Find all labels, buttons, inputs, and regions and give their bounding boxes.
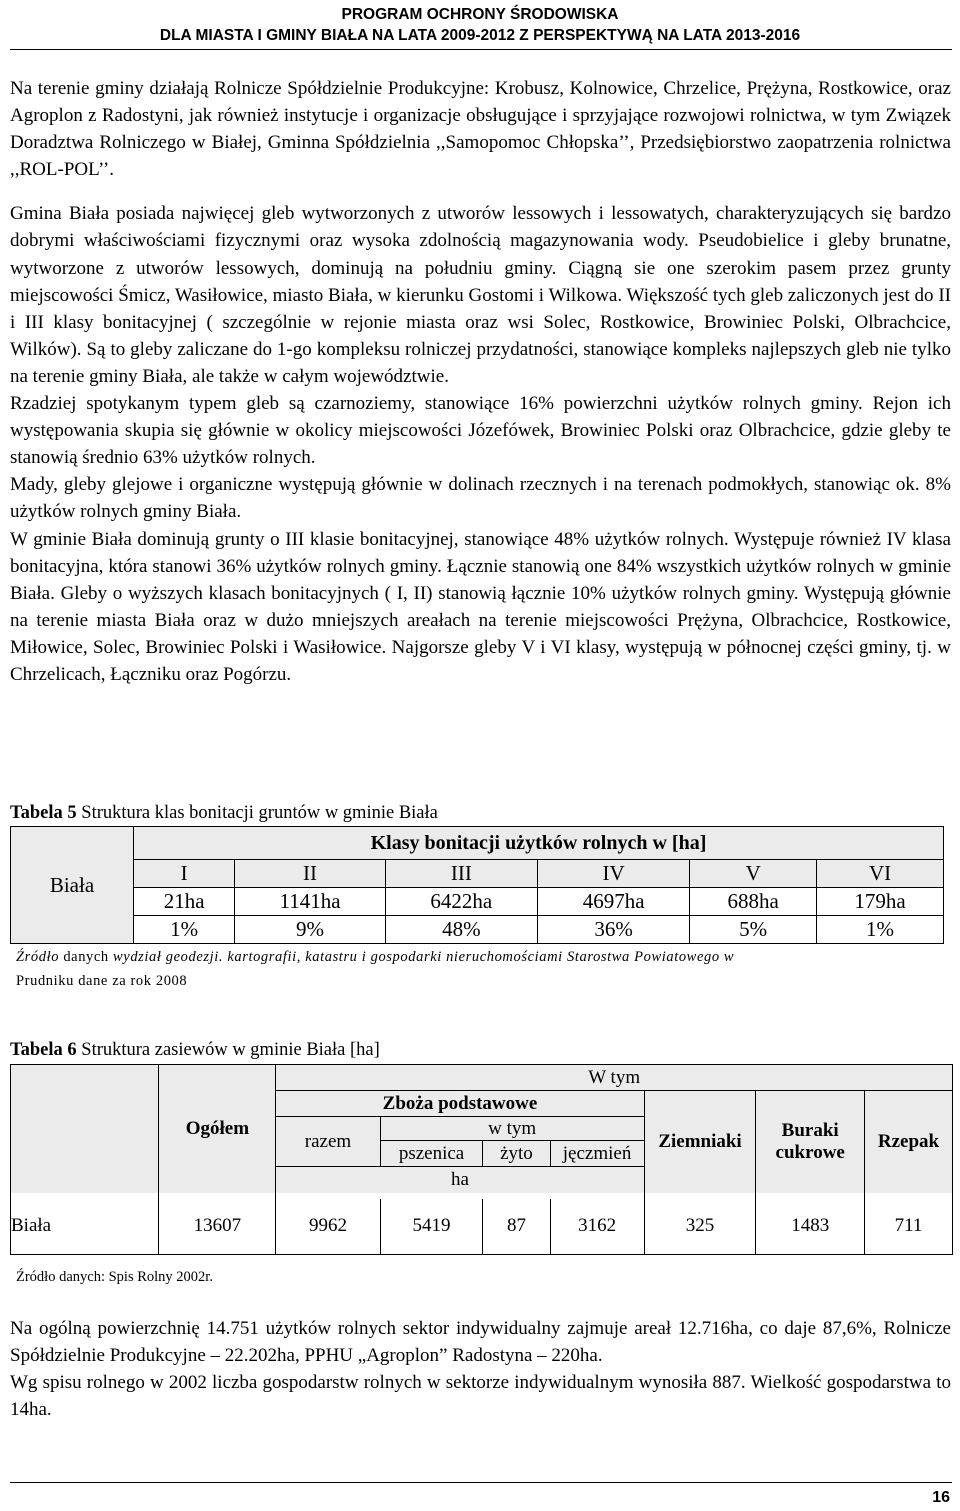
table5-hectare-cell: 4697ha (537, 888, 689, 916)
table5-soil-classes (10, 826, 944, 944)
table6-total-header: Ogółem (159, 1065, 276, 1193)
table6-in-which-header: w tym (380, 1117, 644, 1141)
table5-percent-cell: 9% (235, 916, 385, 944)
table5-caption-number: Tabela 5 (10, 803, 77, 823)
page-header (0, 4, 960, 46)
table6-value-total: 13607 (159, 1199, 276, 1255)
paragraph-2: Gmina Biała posiada najwięcej gleb wytworzonych z utworów lessowych i lessowatych, charakteryzujących się bardzo dobrymi właściwościami fizycznymi oraz wysoka zdolnością magazynowania wody. Pseudobielice i gleby brunatne, wytworzone z utworów lessowych, dominują na południu gminy. Ciągną sie one szerokim pasem przez grunty miejscowości Śmicz, Wasiłowice, miasto Biała, w kierunku Gostomi i Wilkowa. Większość tych gleb zaliczonych jest do II i III klasy bonitacyjnej ( szczególnie w rejonie miasta oraz wsi Solec, Rostkowice, Browiniec Polski, Olbrachcice, Wilków). Są to gleby zaliczane do 1-go kompleksu rolniczej przydatności, stanowiące kompleks najlepszych gleb nie tylko na terenie gminy Biała, ale także w całym województwie. (10, 203, 951, 387)
table6-value-barley: 3162 (550, 1199, 644, 1255)
table6-caption-number: Tabela 6 (10, 1040, 77, 1060)
table5-percent-cell: 1% (817, 916, 944, 944)
footer-divider (10, 1482, 952, 1483)
table6-rapeseed-header: Rzepak (864, 1091, 952, 1193)
table5-percent-cell: 5% (690, 916, 817, 944)
table5-class-cell: V (690, 860, 817, 888)
header-subtitle: DLA MIASTA I GMINY BIAŁA NA LATA 2009-2012 Z PERSPEKTYWĄ NA LATA 2013-2016 (159, 27, 801, 44)
table6-rye-header: żyto (483, 1141, 550, 1167)
table5-source-line2: Prudniku dane za rok 2008 (16, 973, 188, 989)
table6-data-row (11, 1199, 953, 1255)
table5-source-label: danych (63, 949, 114, 965)
table6-w-tym-header: W tym (276, 1065, 953, 1091)
table6-value-potatoes: 325 (644, 1199, 756, 1255)
body-text (10, 75, 951, 688)
table6-crop-structure (10, 1064, 953, 1255)
table5-source-text: wydział geodezji. kartografii, katastru i gospodarki nieruchomościami Starostwa Powiatowego w (113, 949, 735, 965)
table5-source (16, 945, 950, 993)
page-number: 16 (932, 1489, 950, 1506)
table6-wheat-header: pszenica (380, 1141, 483, 1167)
paragraph-1: Na terenie gminy działają Rolnicze Spółdzielnie Produkcyjne: Krobusz, Kolnowice, Chrzelice, Prężyna, Rostkowice, oraz Agroplon z Radostyni, jak również instytucje i organizacje obsługujące i sprzyjające rozwojowi rolnictwa, w tym Związek Doradztwa Rolniczego w Białej, Gminna Spółdzielnia ,,Samopomoc Chłopska’’, Przedsiębiorstwo zaopatrzenia rolnictwa ,,ROL-POL’’. (10, 78, 951, 181)
closing-text (10, 1315, 951, 1423)
table5-caption-text: Struktura klas bonitacji gruntów w gminie Biała (76, 803, 438, 823)
paragraph-3: Rzadziej spotykanym typem gleb są czarnoziemy, stanowiące 16% powierzchni użytków rolnych gminy. Rejon ich występowania skupia się głównie w okolicy miejscowości Józefówek, Browiniec Polski oraz Olbrachcice, gdzie gleby te stanowią średnio 63% użytków rolnych. (10, 393, 951, 469)
table6-razem-header: razem (276, 1117, 380, 1167)
table5-hectare-cell: 6422ha (385, 888, 537, 916)
closing-paragraph-1: Na ogólną powierzchnię 14.751 użytków rolnych sektor indywidualny zajmuje areał 12.716ha, co daje 87,6%, Rolnicze Spółdzielnie Produkcyjne – 22.202ha, PPHU „Agroplon” Radostyna – 220ha. (10, 1318, 951, 1367)
table5-percent-cell: 48% (385, 916, 537, 944)
table5-class-cell: IV (537, 860, 689, 888)
table5-hectare-cell: 1141ha (235, 888, 385, 916)
table5-class-cell: I (134, 860, 235, 888)
table5-class-row (11, 860, 944, 888)
table5-class-cell: VI (817, 860, 944, 888)
table6-unit: ha (276, 1167, 644, 1193)
paragraph-5: W gminie Biała dominują grunty o III klasie bonitacyjnej, stanowiące 48% użytków rolnych. Występuje również IV klasa bonitacyjna, która stanowi 36% użytków rolnych gminy. Łącznie stanowią one 84% wszystkich użytków rolnych w gminie Biała. Gleby o wyższych klasach bonitacyjnych ( I, II) stanowią łącznie 10% użytków rolnych gminy. Występują głównie na terenie miasta Biała oraz w dużo mniejszych areałach na terenie miejscowości Prężyna, Olbrachcice, Rostkowice, Miłowice, Solec, Browiniec Polski i Wasiłowice. Najgorsze gleby V i VI klasy, występują w północnej części gminy, tj. w Chrzelicach, Łączniku oraz Pogórzu. (10, 528, 951, 685)
table5-row-label: Biała (11, 827, 134, 944)
table5-class-cell: III (385, 860, 537, 888)
table6-value-sugar-beet: 1483 (756, 1199, 865, 1255)
table6-caption-text: Struktura zasiewów w gminie Biała [ha] (76, 1040, 380, 1060)
table6-value-razem: 9962 (276, 1199, 380, 1255)
table6-cereals-header: Zboża podstawowe (276, 1091, 644, 1117)
paragraph-4: Mady, gleby glejowe i organiczne występują głównie w dolinach rzecznych i na terenach podmokłych, stanowiąc ok. 8% użytków rolnych gminy Biała. (10, 474, 951, 523)
table5-hectare-cell: 688ha (690, 888, 817, 916)
table5-percent-row (11, 916, 944, 944)
header-title: PROGRAM OCHRONY ŚRODOWISKA (341, 6, 619, 23)
table6-caption (10, 1039, 380, 1061)
table5-hectare-cell: 21ha (134, 888, 235, 916)
table5-header: Klasy bonitacji użytków rolnych w [ha] (134, 827, 944, 860)
table5-hectare-cell: 179ha (817, 888, 944, 916)
table6-row-label: Biała (11, 1199, 159, 1255)
table6-value-wheat: 5419 (380, 1199, 483, 1255)
table5-source-prefix: Źródło (16, 949, 64, 965)
table5-percent-cell: 1% (134, 916, 235, 944)
table5-caption (10, 802, 438, 824)
table6-value-rapeseed: 711 (864, 1199, 952, 1255)
header-divider (10, 49, 952, 50)
table6-value-rye: 87 (483, 1199, 550, 1255)
table6-potatoes-header: Ziemniaki (644, 1091, 756, 1193)
table5-class-cell: II (235, 860, 385, 888)
table6-source: Źródło danych: Spis Rolny 2002r. (16, 1269, 213, 1285)
table5-percent-cell: 36% (537, 916, 689, 944)
table6-barley-header: jęczmień (550, 1141, 644, 1167)
table5-source-line1 (16, 945, 950, 969)
table5-hectare-row (11, 888, 944, 916)
closing-paragraph-2: Wg spisu rolnego w 2002 liczba gospodarstw rolnych w sektorze indywidualnym wynosiła 887. Wielkość gospodarstwa to 14ha. (10, 1372, 951, 1421)
table6-sugar-beet-header: Buraki cukrowe (756, 1091, 865, 1193)
